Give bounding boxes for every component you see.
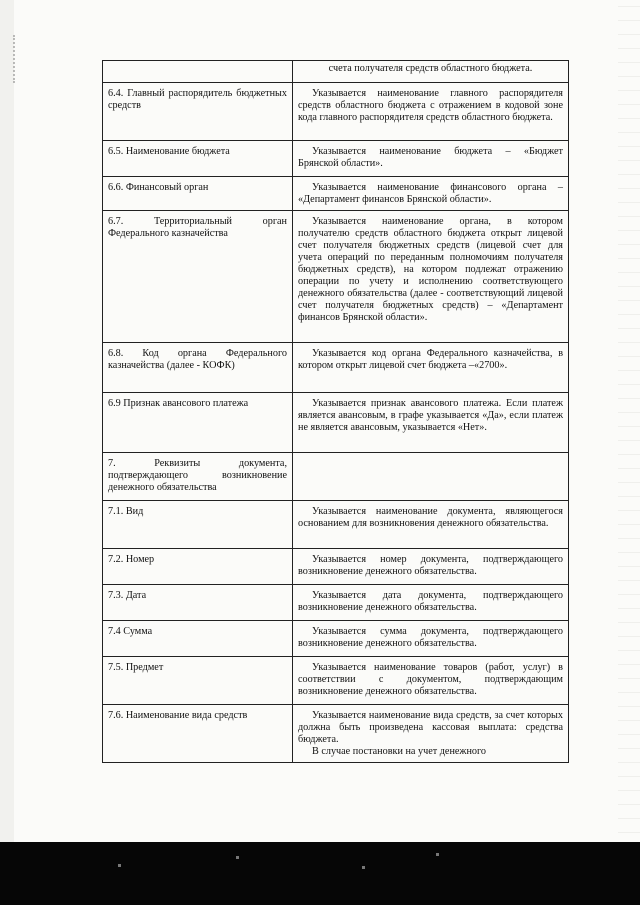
table-row <box>103 705 569 763</box>
row-label: 6.4. Главный распорядитель бюджетных средств <box>103 83 293 141</box>
row-description: Указывается наименование бюджета – «Бюджет Брянской области». <box>293 141 569 177</box>
table-row <box>103 453 569 501</box>
row-description: Указывается код органа Федерального казначейства, в котором открыт лицевой счет бюджета –«2700». <box>293 343 569 393</box>
row-description: Указывается номер документа, подтверждающего возникновение денежного обязательства. <box>293 549 569 585</box>
row-description-part: В случае постановки на учет денежного <box>312 746 487 757</box>
scan-speck <box>362 866 365 869</box>
row-description: Указывается наименование финансового органа – «Департамент финансов Брянской области». <box>293 177 569 211</box>
row-label: 7.2. Номер <box>103 549 293 585</box>
row-label: 7. Реквизиты документа, подтверждающего возникновение денежного обязательства <box>103 453 293 501</box>
table-row <box>103 393 569 453</box>
row-label: 7.3. Дата <box>103 585 293 621</box>
scan-margin-left <box>0 0 14 905</box>
row-label: 6.7. Территориальный орган Федерального казначейства <box>103 211 293 343</box>
scan-speck <box>118 864 121 867</box>
row-label: 7.5. Предмет <box>103 657 293 705</box>
table-row <box>103 141 569 177</box>
row-description: счета получателя средств областного бюджета. <box>293 61 569 83</box>
table-row <box>103 177 569 211</box>
margin-stamp-mark <box>13 35 29 83</box>
row-description: Указывается наименование документа, являющегося основанием для возникновения денежного обязательства. <box>293 501 569 549</box>
scan-speck <box>236 856 239 859</box>
row-description <box>293 453 569 501</box>
row-description: Указывается дата документа, подтверждающего возникновение денежного обязательства. <box>293 585 569 621</box>
row-label: 7.1. Вид <box>103 501 293 549</box>
row-label: 7.6. Наименование вида средств <box>103 705 293 763</box>
row-description: Указывается наименование главного распорядителя средств областного бюджета с отражением в кодовой зоне кода главного распорядителя средств областного бюджета. <box>293 83 569 141</box>
table-row <box>103 585 569 621</box>
requisites-table <box>102 60 569 763</box>
row-description <box>293 705 569 763</box>
row-label: 6.9 Признак авансового платежа <box>103 393 293 453</box>
table-row <box>103 61 569 83</box>
table-row <box>103 211 569 343</box>
row-description: Указывается наименование органа, в котором получателю средств областного бюджета открыт лицевой счет получателя бюджетных средств (лицевой счет для учета операций по переданным полномочиям получателя бюджетных средств), на котором подлежат отражению операции по учету и исполнению соответствующего денежного обязательства (далее - соответствующий лицевой счет получателя бюджетных средств) – «Департамент финансов Брянской области». <box>293 211 569 343</box>
scan-speck <box>436 853 439 856</box>
row-label: 6.8. Код органа Федерального казначейства (далее - КОФК) <box>103 343 293 393</box>
row-description: Указывается сумма документа, подтверждающего возникновение денежного обязательства. <box>293 621 569 657</box>
row-description: Указывается признак авансового платежа. Если платеж является авансовым, в графе указывается «Да», если платеж не является авансовым, указывается «Нет». <box>293 393 569 453</box>
row-description: Указывается наименование товаров (работ, услуг) в соответствии с документом, подтверждающим возникновение денежного обязательства. <box>293 657 569 705</box>
row-description-part: Указывается наименование вида средств, за счет которых должна быть произведена кассовая выплата: средства бюджета. <box>298 710 563 745</box>
scan-margin-right <box>618 0 640 905</box>
row-label: 7.4 Сумма <box>103 621 293 657</box>
row-label: 6.6. Финансовый орган <box>103 177 293 211</box>
table-row <box>103 621 569 657</box>
table-row <box>103 549 569 585</box>
table-row <box>103 657 569 705</box>
table-row <box>103 501 569 549</box>
table-row <box>103 83 569 141</box>
row-label: 6.5. Наименование бюджета <box>103 141 293 177</box>
scan-bottom-shadow <box>0 842 640 905</box>
row-label <box>103 61 293 83</box>
table-row <box>103 343 569 393</box>
